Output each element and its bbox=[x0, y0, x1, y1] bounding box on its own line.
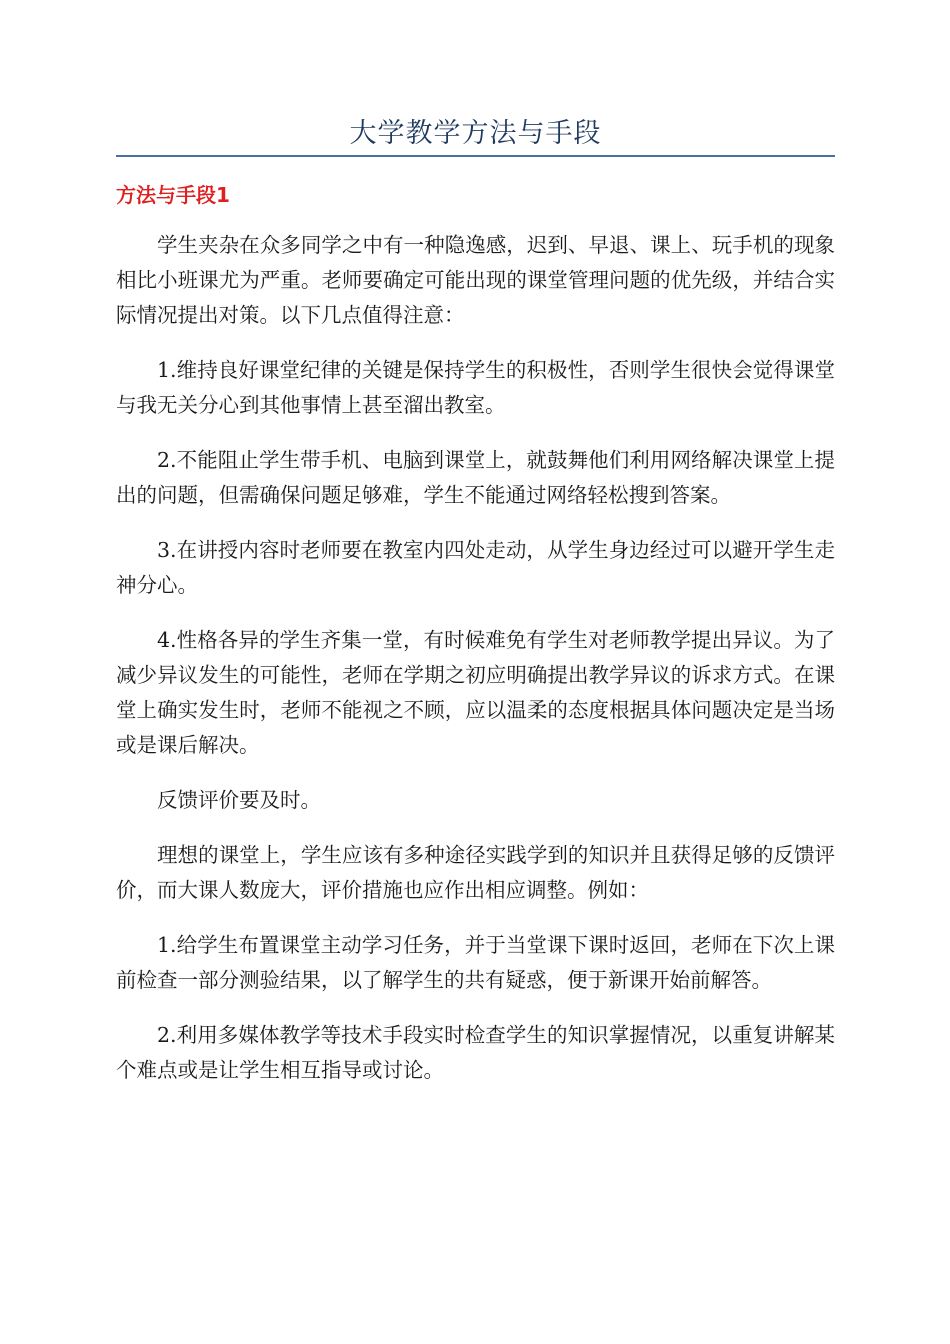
paragraph-point-3: 3.在讲授内容时老师要在教室内四处走动，从学生身边经过可以避开学生走神分心。 bbox=[116, 538, 835, 597]
document-body bbox=[116, 228, 835, 1108]
title-underline-divider bbox=[116, 155, 835, 157]
paragraph-feedback-point-2: 2.利用多媒体教学等技术手段实时检查学生的知识掌握情况，以重复讲解某个难点或是让学生相互指导或讨论。 bbox=[116, 1023, 835, 1082]
paragraph-point-4: 4.性格各异的学生齐集一堂，有时候难免有学生对老师教学提出异议。为了减少异议发生的可能性，老师在学期之初应明确提出教学异议的诉求方式。在课堂上确实发生时，老师不能视之不顾，应以温柔的态度根据具体问题决定是当场或是课后解决。 bbox=[116, 628, 835, 757]
paragraph-point-1: 1.维持良好课堂纪律的关键是保持学生的积极性，否则学生很快会觉得课堂与我无关分心到其他事情上甚至溜出教室。 bbox=[116, 358, 835, 417]
paragraph-feedback-point-1: 1.给学生布置课堂主动学习任务，并于当堂课下课时返回，老师在下次上课前检查一部分测验结果，以了解学生的共有疑惑，便于新课开始前解答。 bbox=[116, 933, 835, 992]
paragraph-point-2: 2.不能阻止学生带手机、电脑到课堂上，就鼓舞他们利用网络解决课堂上提出的问题，但需确保问题足够难，学生不能通过网络轻松搜到答案。 bbox=[116, 448, 835, 507]
paragraph-intro: 学生夹杂在众多同学之中有一种隐逸感，迟到、早退、课上、玩手机的现象相比小班课尤为严重。老师要确定可能出现的课堂管理问题的优先级，并结合实际情况提出对策。以下几点值得注意： bbox=[116, 233, 835, 327]
paragraph-feedback-intro: 理想的课堂上，学生应该有多种途径实践学到的知识并且获得足够的反馈评价，而大课人数庞大，评价措施也应作出相应调整。例如： bbox=[116, 843, 835, 902]
section-heading: 方法与手段1 bbox=[116, 183, 230, 207]
document-title: 大学教学方法与手段 bbox=[349, 118, 602, 149]
paragraph-feedback-heading: 反馈评价要及时。 bbox=[157, 788, 321, 812]
